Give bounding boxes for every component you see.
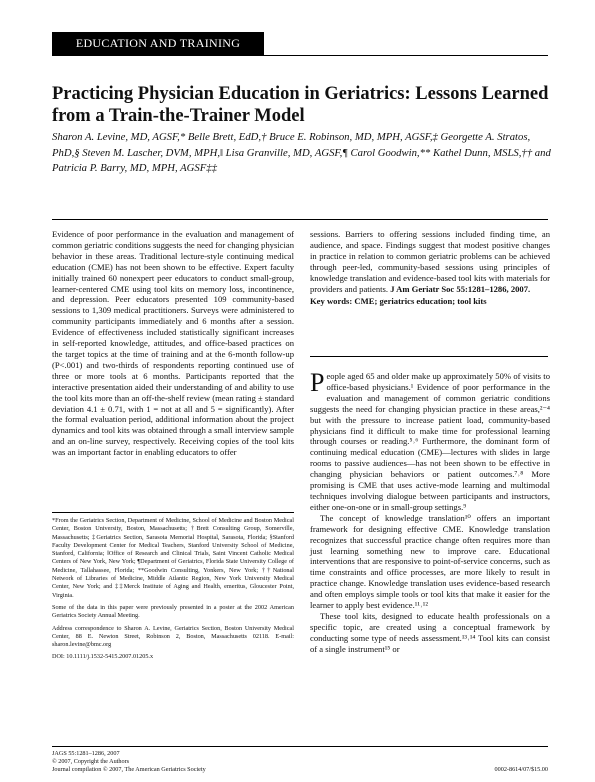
top-rule: [52, 55, 548, 56]
article-title: Practicing Physician Education in Geriatrics: Lessons Learned from a Train-the-Trainer Model: [52, 84, 549, 126]
body-paragraph: The concept of knowledge translation¹⁰ offers an important framework for designing effective CME. Knowledge translation recognizes that successful practice change often requires more than just learning something new to improve care. Educational interventions that are responsive to point-of-service concerns, such as time constraints and office processes, are more likely to result in practice change. Knowledge translation uses evidence-based research and often employs simple tools or tool kits that make it easier for the learner to apply best evidence.¹¹˒¹²: [310, 512, 550, 611]
affiliations-footnote: *From the Geriatrics Section, Department of Medicine, School of Medicine and Boston Medical Center, Boston University, Boston, Massachusetts; †Brett Consulting Group, Somerville, Massachusetts; ‡Geriatrics Section, Sarasota Memorial Hospital, Sarasota, Florida; §Stanford Faculty Development Center for Medical Teachers, Stanford University School of Medicine, Stanford, California; ‖Office of Research and Clinical Trials, Saint Vincent Catholic Medical Centers of New York, New York; ¶Department of Geriatrics, Florida State University College of Medicine, Tallahassee, Florida; **Goodwin Consulting, Yonkers, New York; ††National Network of Libraries of Medicine, Middle Atlantic Region, New York University Medical Center, New York; and ‡‡Merck Institute of Aging and Health, emeritus, Gloucester Point, Virginia.: [52, 517, 294, 599]
body-paragraph: These tool kits, designed to educate health professionals on a specific topic, are created using a conceptual framework by conducting some type of needs assessment.¹³˒¹⁴ Tool kits can consist of a single instrument¹⁵ or: [310, 610, 550, 654]
footer-left: [52, 750, 352, 773]
header-rule: [52, 219, 548, 220]
footnotes: [52, 517, 294, 666]
abstract-citation: J Am Geriatr Soc 55:1281–1286, 2007.: [390, 283, 531, 294]
abstract-rule: [310, 356, 548, 357]
presentation-footnote: Some of the data in this paper were previously presented in a poster at the 2002 American Geriatrics Society Annual Meeting.: [52, 603, 294, 620]
correspondence-footnote: Address correspondence to Sharon A. Levine, Geriatrics Section, Boston University Medical Center, 88 E. Newton Street, Robinson 2, Boston, Massachusetts 02118. E-mail: sharon.levine@bmc.org: [52, 624, 294, 649]
keywords: Key words: CME; geriatrics education; tool kits: [310, 296, 487, 307]
footer-rule: [52, 746, 548, 747]
section-label: EDUCATION AND TRAINING: [52, 32, 264, 55]
copyright-society: Journal compilation © 2007, The American Geriatrics Society: [52, 765, 206, 773]
abstract-left-column: Evidence of poor performance in the evaluation and management of common geriatric conditions suggests the need for changing physician behavior in these areas. Traditional lecture-style continuing medical education (CME) has not been shown to be effective. Expert faculty initially trained 60 nonexpert peer educators to conduct small-group, learner-centered CME using tool kits on memory loss, incontinence, and depression. Peer educators presented 109 community-based sessions to 1,309 medical practitioners. Surveys were administered to community participants immediately and 6 months after a session. Evidence of effectiveness included statistically significant increases in self-reported knowledge, attitudes, and office-based practices on the target topics at the time of training and at the 6-month follow-up (P<.001) and two-thirds of respondents reporting continued use of three or more tools at 6 months. Participants reported that the interactive presentation aided their understanding of and ability to use the tool kits more than an off-the-shelf review (mean rating ± standard deviation 4.1 ± 0.71, with 1 = not at all and 5 = significantly). After the formal evaluation period, additional information about the project dynamics and tool kits was obtained through a small interview sample and an on-line survey, respectively. Receiving copies of the tool kits was an important factor in enabling educators to offer: [52, 229, 295, 458]
body-paragraph: People aged 65 and older make up approximately 50% of visits to office-based physicians.¹ Evidence of poor performance in the evaluation and management of common geriatric conditions suggests the need for changing physician practice in these areas,²⁻⁴ but with the pressure to increase patient load, community-based physicians find it difficult to make time for professional learning through courses or reading.⁵˒⁶ Furthermore, the dominant form of continuing medical education (CME)—lectures with slides in large rooms to passive audiences—has not been shown to be effective in changing physician behaviors or patient outcomes.⁷˒⁸ More promising is CME that uses active-mode learning and multimodal techniques involving dialogue between participants and instructors, either one-on-one or in small-group settings.⁹: [310, 368, 550, 512]
doi-footnote: DOI: 10.1111/j.1532-5415.2007.01205.x: [52, 653, 154, 661]
abstract-continuation: sessions. Barriers to offering sessions included finding time, an audience, and space. Findings suggest that modest positive changes in practice in relation to common geriatric problems can be achieved through peer-led, community-based sessions using principles of knowledge translation and evidence-based tool kits with materials for providers and patients.: [310, 229, 550, 294]
author-list: Sharon A. Levine, MD, AGSF,* Belle Brett, EdD,† Bruce E. Robinson, MD, MPH, AGSF,‡ Georgette A. Stratos, PhD,§ Steven M. Lascher, DVM, MPH,‖ Lisa Granville, MD, AGSF,¶ Carol Goodwin,** Kathel Dunn, MSLS,†† and Patricia P. Barry, MD, MPH, AGSF‡‡: [52, 131, 551, 174]
journal-line: JAGS 55:1281–1286, 2007: [52, 750, 120, 757]
copyright-authors: © 2007, Copyright the Authors: [52, 757, 130, 765]
body-text: [310, 368, 550, 655]
footnote-rule: [52, 512, 294, 513]
drop-cap: P: [310, 368, 325, 397]
issn-price: 0002-8614/07/$15.00: [494, 766, 548, 773]
abstract-right-column: [310, 229, 550, 307]
